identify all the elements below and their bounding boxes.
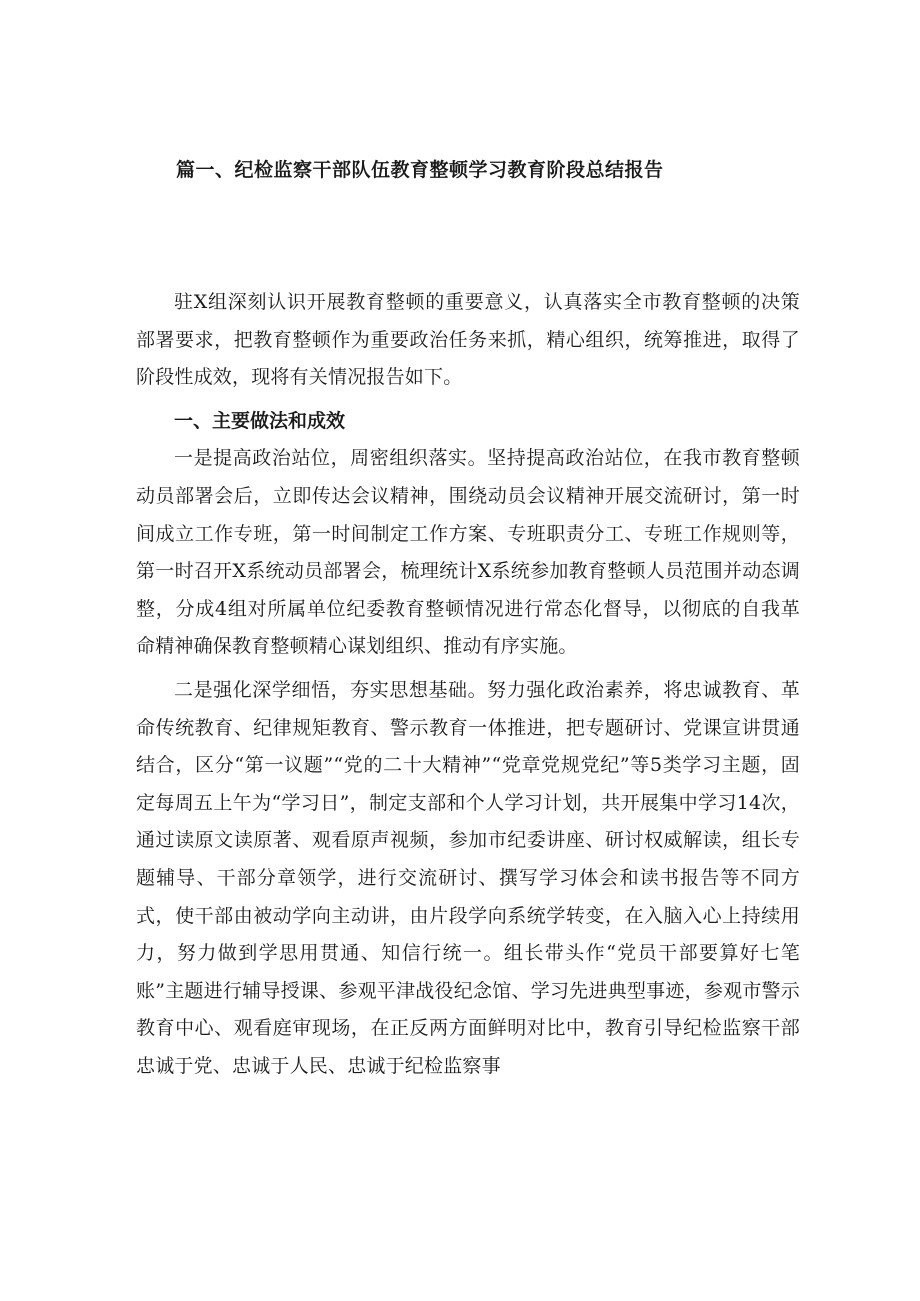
paragraph-political-stance: 一是提高政治站位，周密组织落实。坚持提高政治站位，在我市教育整顿动员部署会后，立即传达会议精神，围绕动员会议精神开展交流研讨，第一时间成立工作专班，第一时间制定工作方案、专班职责分工、专班工作规则等，第一时召开X系统动员部署会，梳理统计X系统参加教育整顿人员范围并动态调整，分成4组对所属单位纪委教育整顿情况进行常态化督导，以彻底的自我革命精神确保教育整顿精心谋划组织、推动有序实施。 [136, 447, 800, 658]
intro-paragraph: 驻X组深刻认识开展教育整顿的重要意义，认真落实全市教育整顿的决策部署要求，把教育整顿作为重要政治任务来抓，精心组织，统筹推进，取得了阶段性成效，现将有关情况报告如下。 [136, 291, 800, 389]
document-title: 篇一、纪检监察干部队伍教育整顿学习教育阶段总结报告 [176, 159, 664, 181]
paragraph-study: 二是强化深学细悟，夯实思想基础。努力强化政治素养，将忠诚教育、革命传统教育、纪律规矩教育、警示教育一体推进，把专题研讨、党课宣讲贯通结合，区分“第一议题”“党的二十大精神”“党章党规党纪”等5类学习主题，固定每周五上午为“学习日”，制定支部和个人学习计划，共开展集中学习14次，通过读原文读原著、观看原声视频，参加市纪委讲座、研讨权威解读，组长专题辅导、干部分章领学，进行交流研讨、撰写学习体会和读书报告等不同方式，使干部由被动学向主动讲，由片段学向系统学转变，在入脑入心上持续用力，努力做到学思用贯通、知信行统一。组长带头作“党员干部要算好七笔账”主题进行辅导授课、参观平津战役纪念馆、学习先进典型事迹，参观市警示教育中心、观看庭审现场，在正反两方面鲜明对比中，教育引导纪检监察干部忠诚于党、忠诚于人民、忠诚于纪检监察事 [136, 678, 800, 1077]
document-body [136, 284, 800, 1085]
section-heading: 一、主要做法和成效 [174, 409, 346, 432]
